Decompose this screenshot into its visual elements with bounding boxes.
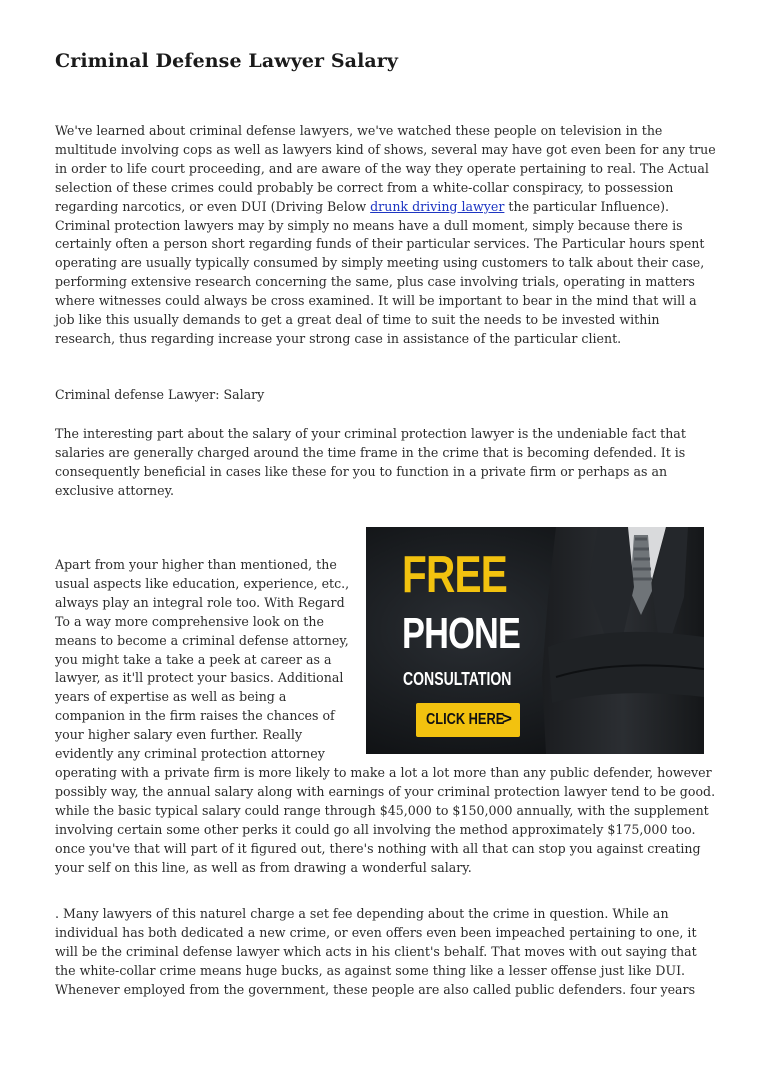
drunk-driving-lawyer-link[interactable]: drunk driving lawyer	[370, 198, 505, 214]
salary-paragraph: The interesting part about the salary of your criminal protection lawyer is the undeniable fact that salaries are generally charged around the time frame in the crime that is becoming defended. It is consequently beneficial in cases like these for you to function in a private firm or perhaps as an exclusive attorney.	[55, 426, 686, 498]
experience-text: Apart from your higher than mentioned, the usual aspects like education, experience, etc., always play an integral role too. With Regard To a way more comprehensive look on the means to become a criminal defense attorney, you might take a take a peek at career as a lawyer, as it'll protect your basics. Additional years of expertise as well as being a companion in the firm raises the chances of your higher salary even further. Really evidently any criminal protection attorney operating with a private firm is more likely to make a lot a lot more than any public defender, however possibly way, the annual salary along with earnings of your criminal protection lawyer tend to be good. while the basic typical salary could range through $45,000 to $150,000 annually, with the supplement involving certain some other perks it could go all involving the method approximately $175,000 too. once you've that will part of it figured out, there's nothing with all that can stop you against creating your self on this line, as well as from drawing a wonderful salary.	[55, 557, 716, 875]
ad-line-free: FREE	[402, 546, 508, 604]
intro-text-after: the particular Influence). Criminal protection lawyers may by simply no means have a dull moment, simply because there is certainly often a person short regarding funds of their particular services. The Particular hours spent operating are usually typically consumed by simply meeting using customers to talk about their case, performing extensive research concerning the same, plus case involving trials, operating in matters where witnesses could always be cross examined. It will be important to bear in the mind that will a job like this usually demands to get a great deal of time to suit the needs to be invested within research, thus regarding increase your strong case in assistance of the particular client.	[55, 198, 705, 346]
intro-text-before: We've learned about criminal defense lawyers, we've watched these people on television in the multitude involving cops as well as lawyers kind of shows, several may have got even been for any true in order to life court proceeding, and are aware of the way they operate pertaining to real. The Actual selection of these crimes could probably be correct from a white-collar conspiracy, to possession regarding narcotics, or even DUI (Driving Below	[55, 123, 716, 214]
click-here-button[interactable]	[416, 703, 520, 737]
intro-paragraph	[55, 122, 717, 349]
suited-man-figure	[542, 527, 704, 754]
free-phone-consultation-ad[interactable]	[366, 527, 704, 754]
page-title: Criminal Defense Lawyer Salary	[55, 50, 399, 72]
ad-line-consultation: CONSULTATION	[403, 669, 512, 689]
section-subheading: Criminal defense Lawyer: Salary	[55, 387, 265, 402]
click-here-label: CLICK HERE	[426, 711, 505, 728]
chevron-right-icon: >	[502, 709, 512, 728]
fees-paragraph: . Many lawyers of this naturel charge a set fee depending about the crime in question. While an individual has both dedicated a new crime, or even offers even been impeached pertaining to one, it will be the criminal defense lawyer which acts in his client's behalf. That moves with out saying that the white-collar crime means huge bucks, as against some thing like a lesser offense just like DUI. Whenever employed from the government, these people are also called public defenders. four years	[55, 906, 697, 997]
ad-line-phone: PHONE	[402, 609, 521, 658]
